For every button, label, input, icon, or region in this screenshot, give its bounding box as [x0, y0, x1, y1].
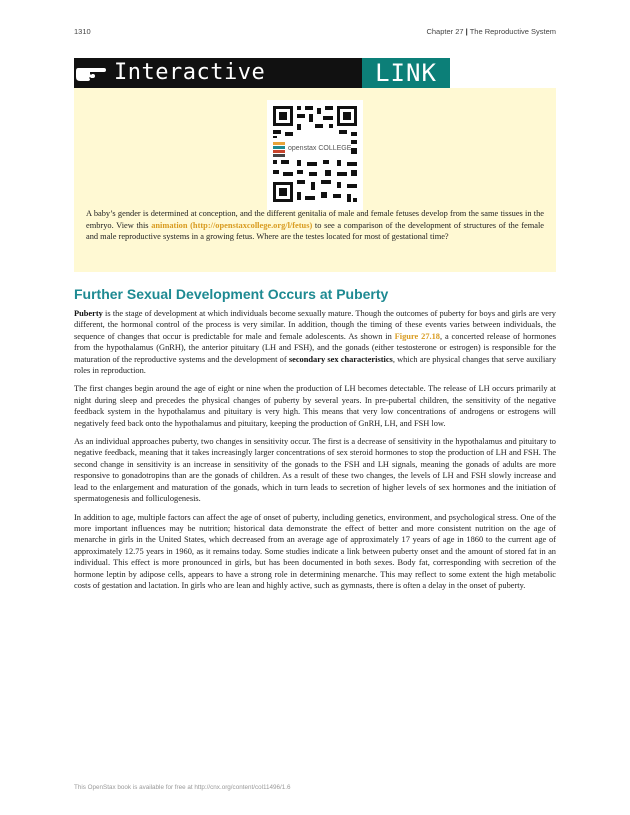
- section-body: [74, 308, 556, 598]
- footer-note: This OpenStax book is available for free at http://cnx.org/content/col11496/1.6: [74, 784, 291, 791]
- interactive-link-text: A baby’s gender is determined at conception, and the different genitalia of male and female fetuses develop from the same tissues in the embryo. View this animation (http://openstaxcollege.org/l/fetus) to see a comparison of the development of structures of the female and male reproductive systems in a growing fetus. Where are the testes located for most of gestational time?: [86, 209, 544, 242]
- paragraph-4: In addition to age, multiple factors can affect the age of onset of puberty, including genetics, environment, and psychological stress. One of the more important influences may be nutrition; historical data demonstrate the effect of better and more consistent nutrition on the age of menarche in girls in the United States, which decreased from an average age of approximately 17 years of age in 1860 to the current age of approximately 12.75 years in 1960, as it remains today. Some studies indicate a link between puberty onset and the amount of stored fat in an individual. This effect is more pronounced in girls, but has been documented in both sexes. Body fat, corresponding with secretion of the hormone leptin by adipose cells, appears to have a strong role in determining menarche. This may reflect to some extent the high metabolic costs of gestation and lactation. In girls who are lean and highly active, such as gymnasts, there is often a delay in the onset of puberty.: [74, 512, 556, 590]
- pointing-hand-icon: [74, 58, 108, 88]
- running-header: [74, 27, 556, 39]
- chapter-title: Chapter 27 | The Reproductive System: [426, 27, 556, 36]
- paragraph-2: The first changes begin around the age of eight or nine when the production of LH becomes detectable. The release of LH occurs primarily at night during sleep and precedes the physical changes of puberty by several years. In pre-pubertal children, the sensitivity of the negative feedback system in the hypothalamus and pituitary is very high. This means that very low concentrations of androgens or estrogens will negatively feed back onto the hypothalamus and pituitary, keeping the production of GnRH, LH, and FSH low.: [74, 384, 556, 428]
- qr-caption: openstax COLLEGE: [288, 145, 352, 152]
- link-label: LINK: [362, 58, 450, 88]
- page-number: 1310: [74, 27, 91, 36]
- section-heading: Further Sexual Development Occurs at Puberty: [74, 286, 389, 302]
- figure-link[interactable]: Figure 27.18: [394, 331, 440, 341]
- paragraph-3: As an individual approaches puberty, two changes in sensitivity occur. The first is a decrease of sensitivity in the hypothalamus and pituitary to negative feedback, meaning that it takes increasingly larger concentrations of sex steroid hormones to stop the production of LH and FSH. The second change in sensitivity is an increase in sensitivity of the gonads to the FSH and LH signals, meaning the gonads of adults are more responsive to gonadotropins than are the gonads of children. As a result of these two changes, the levels of LH and FSH slowly increase and lead to the enlargement and maturation of the gonads, which in turn leads to secretion of higher levels of sex hormones and the initiation of spermatogenesis and folliculogenesis.: [74, 437, 556, 504]
- term-puberty: Puberty: [74, 309, 103, 318]
- interactive-label: Interactive: [108, 58, 362, 88]
- animation-link[interactable]: animation (http://openstaxcollege.org/l/fetus): [151, 220, 313, 230]
- paragraph-1: Puberty is the stage of development at which individuals become sexually mature. Though the outcomes of puberty for boys and girls are very different, the hormonal control of the process is very similar. In addition, though the timing of these events varies between individuals, the sequence of changes that occur is predictable for male and female adolescents. As shown in Figure 27.18, a concerted release of hormones from the hypothalamus (GnRH), the anterior pituitary (LH and FSH), and the gonads (either testosterone or estrogen) is responsible for the maturation of the reproductive systems and the development of secondary sex characteristics, which are physical changes that serve auxiliary roles in reproduction.: [74, 309, 557, 376]
- interactive-link-banner: [74, 58, 437, 88]
- qr-code[interactable]: [267, 100, 363, 210]
- term-secondary-sex-characteristics: secondary sex characteristics: [288, 354, 393, 364]
- interactive-link-box: [74, 88, 556, 272]
